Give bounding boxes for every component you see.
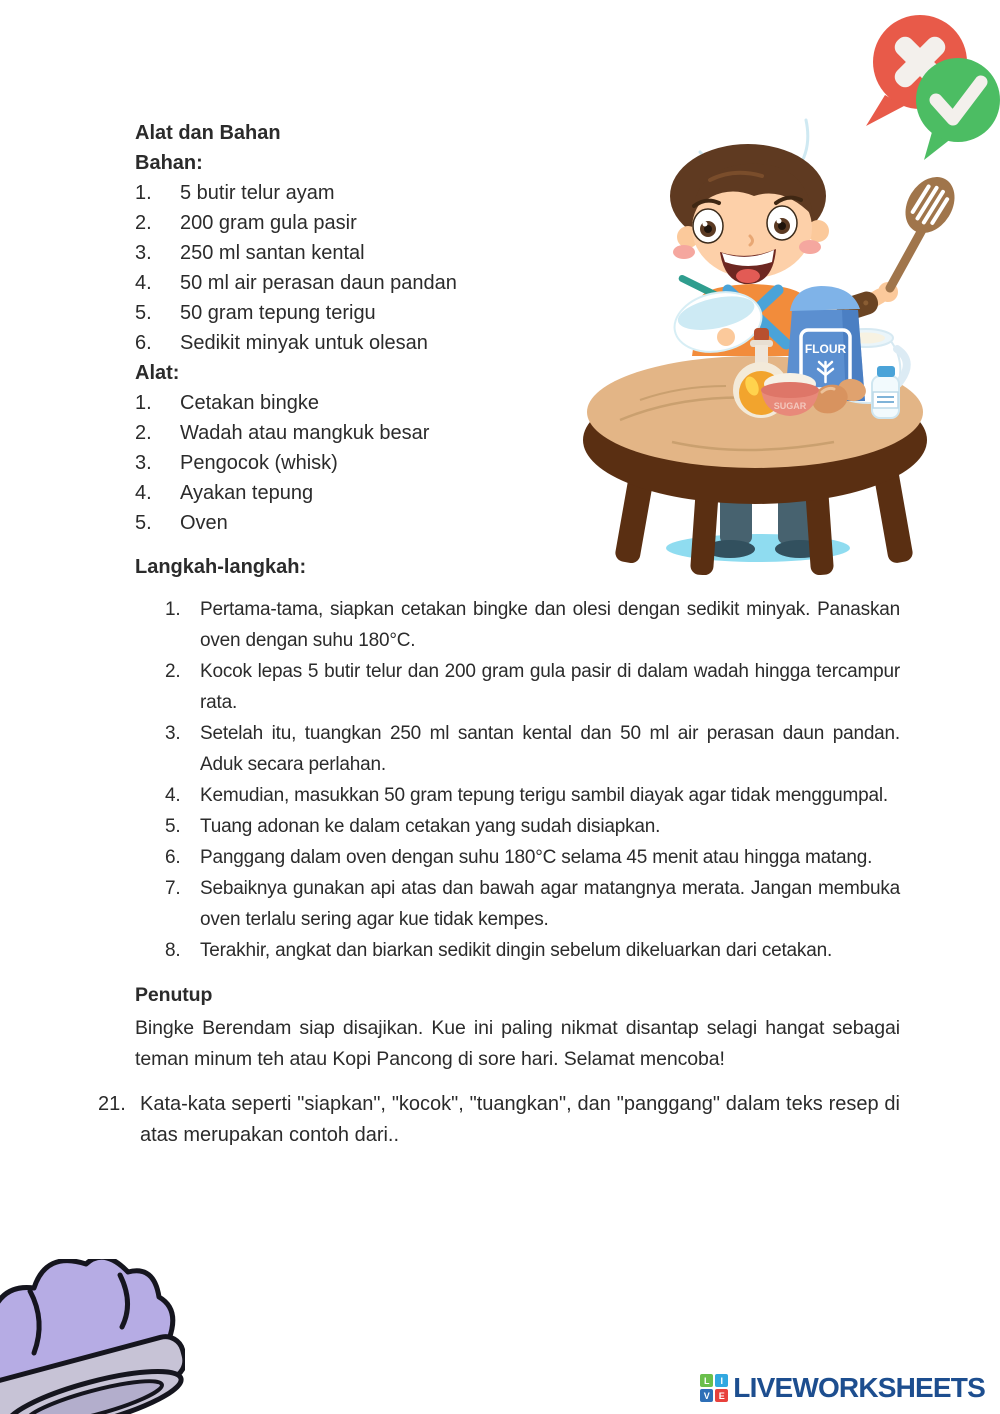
- question-21: [98, 1089, 900, 1151]
- bahan-list: [135, 178, 635, 358]
- list-item: Cetakan bingke: [180, 392, 319, 414]
- list-item: 200 gram gula pasir: [180, 212, 357, 234]
- logo-letter-v: V: [700, 1389, 713, 1402]
- spatula-icon: [895, 168, 964, 242]
- step-item: Kemudian, masukkan 50 gram tepung terigu sambil diayak agar tidak menggumpal.: [200, 785, 888, 806]
- langkah-title: Langkah-langkah:: [135, 556, 307, 578]
- liveworksheets-logo[interactable]: [700, 1372, 985, 1404]
- penutup-body: Bingke Berendam siap disajikan. Kue ini paling nikmat disantap selagi hangat sebagai teman minum teh atau Kopi Pancong di sore hari. Selamat mencoba!: [135, 1017, 900, 1070]
- step-item: Tuang adonan ke dalam cetakan yang sudah disiapkan.: [200, 816, 661, 837]
- liveworksheets-logo-icon: [700, 1374, 728, 1402]
- tools-materials-title: Alat dan Bahan: [135, 122, 281, 144]
- list-item: 50 ml air perasan daun pandan: [180, 272, 457, 294]
- step-item: Kocok lepas 5 butir telur dan 200 gram gula pasir di dalam wadah hingga tercampur rata.: [200, 661, 900, 713]
- list-item: Sedikit minyak untuk olesan: [180, 332, 428, 354]
- list-item: 50 gram tepung terigu: [180, 302, 376, 324]
- chef-hat-footer-illustration: [0, 1259, 185, 1414]
- penutup-section: [135, 980, 900, 1075]
- step-item: Pertama-tama, siapkan cetakan bingke dan olesi dengan sedikit minyak. Panaskan oven dengan suhu 180°C.: [200, 599, 900, 651]
- step-item: Panggang dalam oven dengan suhu 180°C selama 45 menit atau hingga matang.: [200, 847, 873, 868]
- question-text: Kata-kata seperti "siapkan", "kocok", "tuangkan", dan "panggang" dalam teks resep di atas merupakan contoh dari..: [140, 1093, 900, 1146]
- flour-label: FLOUR: [804, 342, 847, 356]
- brand-name: LIVEWORKSHEETS: [733, 1372, 985, 1403]
- worksheet-content: [98, 118, 900, 1151]
- alat-title: Alat:: [135, 362, 180, 384]
- penutup-title: Penutup: [135, 984, 213, 1006]
- langkah-list: [135, 594, 900, 966]
- list-item: Wadah atau mangkuk besar: [180, 422, 430, 444]
- alat-list: [135, 388, 635, 538]
- step-item: Terakhir, angkat dan biarkan sedikit dingin sebelum dikeluarkan dari cetakan.: [200, 940, 833, 961]
- logo-letter-i: I: [715, 1374, 728, 1387]
- list-item: Oven: [180, 512, 228, 534]
- step-item: Setelah itu, tuangkan 250 ml santan kental dan 50 ml air perasan daun pandan. Aduk secara perlahan.: [200, 723, 900, 775]
- list-item: Ayakan tepung: [180, 482, 314, 504]
- question-number: 21.: [98, 1093, 126, 1115]
- bahan-title: Bahan:: [135, 152, 203, 174]
- step-item: Sebaiknya gunakan api atas dan bawah agar matangnya merata. Jangan membuka oven terlalu sering agar kue tidak kempes.: [200, 878, 900, 930]
- correct-check-icon: [916, 58, 1000, 160]
- langkah-section: [135, 552, 900, 966]
- list-item: 250 ml santan kental: [180, 242, 365, 264]
- sugar-label: SUGAR: [773, 401, 807, 411]
- logo-letter-e: E: [715, 1389, 728, 1402]
- list-item: 5 butir telur ayam: [180, 182, 335, 204]
- list-item: Pengocok (whisk): [180, 452, 338, 474]
- logo-letter-l: L: [700, 1374, 713, 1387]
